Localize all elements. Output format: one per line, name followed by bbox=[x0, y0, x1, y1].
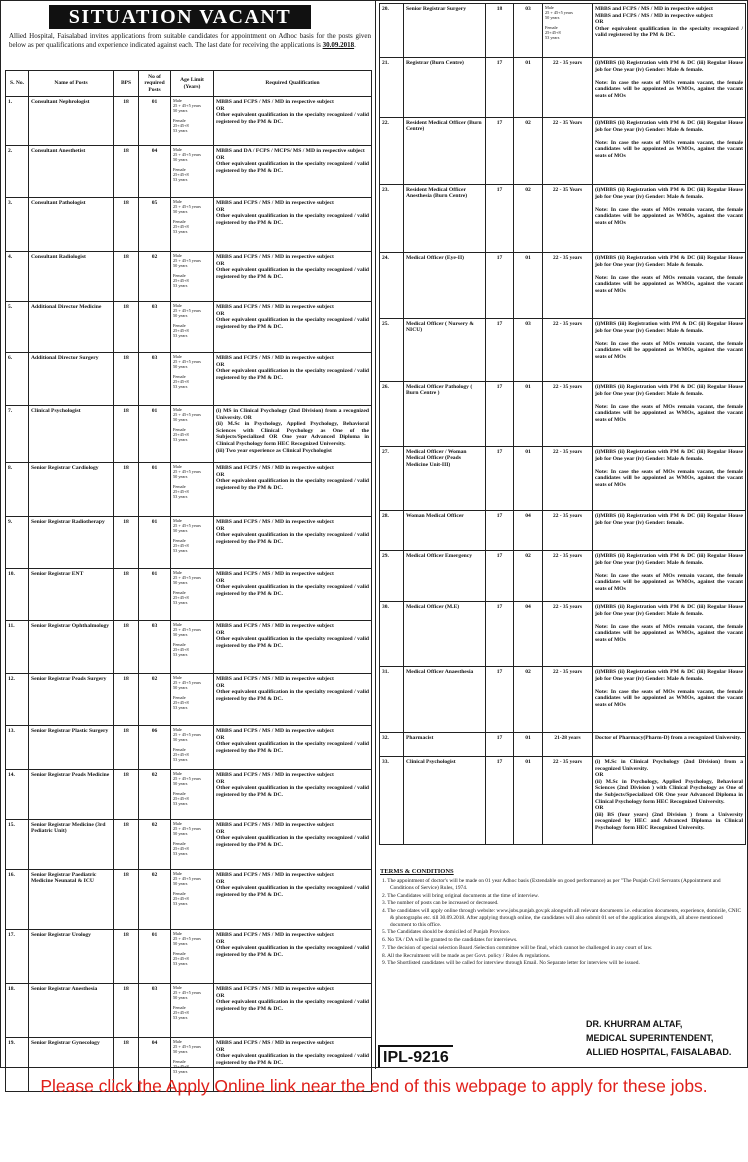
bps-grade: 17 bbox=[486, 185, 514, 253]
posts-count: 01 bbox=[514, 253, 543, 319]
age-limit: Male 25 + 45+5 years 50 years Female 25+45+8 53 years bbox=[171, 517, 214, 569]
post-name: Medical Officer Pathology ( Burn Centre ) bbox=[404, 382, 486, 447]
row-number: 6. bbox=[6, 353, 29, 406]
right-table-body bbox=[380, 4, 746, 845]
table-row bbox=[380, 58, 746, 118]
qualification: (i)MBBS (ii) Registration with PM & DC (iii) Regular House job for One year (iv) Gender: Male & female. Note: In case the seats of MOs remain vacant, the female candidates will be appointed as WMOs, against the vacant seats of MOs bbox=[593, 253, 746, 319]
qualification: (i) M.Sc in Clinical Psychology (2nd Division) from a recognized University. OR (ii) M.Sc in Psychology, Applied Psychology, Behavioral Sciences (2nd Division ) with Clinical Psychology as One of the Subjects/Specialized OR One year Advanced Diploma in Clinical Psychology form HEC Recognized University. OR (iii) BS (four years) (2nd Division ) from a University recognized by HEC and Advanced Diploma in Clinical Psychology form HEC Recognized University. bbox=[593, 757, 746, 845]
row-number: 13. bbox=[6, 726, 29, 770]
signatory-name: DR. KHURRAM ALTAF, bbox=[586, 1019, 683, 1029]
qualification: MBBS and FCPS / MS / MD in respective subject OR Other equivalent qualification in the specialty recognized / valid registered by the PM & DC. bbox=[214, 198, 372, 252]
row-number: 11. bbox=[6, 621, 29, 674]
table-row bbox=[6, 930, 372, 984]
table-row bbox=[6, 621, 372, 674]
age-limit: 22 - 35 years bbox=[543, 667, 593, 733]
table-row bbox=[380, 757, 746, 845]
post-name: Senior Registrar Gynecology bbox=[29, 1038, 114, 1092]
post-name: Senior Registrar Medicine (3rd Pediatric Unit) bbox=[29, 820, 114, 870]
bps-grade: 17 bbox=[486, 733, 514, 757]
post-name: Medical Officer (M.E) bbox=[404, 602, 486, 667]
table-row bbox=[6, 97, 372, 146]
apply-online-notice: Please click the Apply Online link near the end of this webpage to apply for these jobs. bbox=[40, 1076, 708, 1096]
posts-count: 01 bbox=[139, 930, 171, 984]
header-qual: Required Qualification bbox=[214, 71, 372, 97]
post-name: Senior Registrar Surgery bbox=[404, 4, 486, 58]
posts-count: 03 bbox=[139, 984, 171, 1038]
terms-heading: TERMS & CONDITIONS bbox=[380, 868, 454, 875]
row-number: 14. bbox=[6, 770, 29, 820]
qualification: MBBS and FCPS / MS / MD in respective subject MBBS and FCPS / MS / MD in respective subject OR Other equivalent qualification in the specialty recognized / valid registered by the PM & DC. bbox=[593, 4, 746, 58]
table-row bbox=[6, 726, 372, 770]
row-number: 16. bbox=[6, 870, 29, 930]
age-limit: Male 25 + 45+5 years 50 years Female 25+45+8 53 years bbox=[171, 870, 214, 930]
posts-count: 01 bbox=[514, 757, 543, 845]
age-limit: Male 25 + 45+5 years 50 years Female 25+45+8 53 years bbox=[171, 726, 214, 770]
bps-grade: 18 bbox=[114, 621, 139, 674]
bps-grade: 18 bbox=[114, 1038, 139, 1092]
bps-grade: 18 bbox=[114, 870, 139, 930]
row-number: 28. bbox=[380, 511, 404, 551]
qualification: MBBS and FCPS / MS / MD in respective subject OR Other equivalent qualification in the specialty recognized / valid registered by the PM & DC. bbox=[214, 569, 372, 621]
qualification: MBBS and FCPS / MS / MD in respective subject OR Other equivalent qualification in the specialty recognized / valid registered by the PM & DC. bbox=[214, 517, 372, 569]
bps-grade: 17 bbox=[486, 757, 514, 845]
posts-table-left bbox=[5, 70, 372, 1092]
row-number: 20. bbox=[380, 4, 404, 58]
table-row bbox=[6, 353, 372, 406]
post-name: Medical Officer (Eye-II) bbox=[404, 253, 486, 319]
header-post: Name of Posts bbox=[29, 71, 114, 97]
bps-grade: 17 bbox=[486, 382, 514, 447]
table-row bbox=[380, 447, 746, 511]
age-limit: 22 - 35 years bbox=[543, 382, 593, 447]
row-number: 31. bbox=[380, 667, 404, 733]
age-limit: 22 - 35 years bbox=[543, 757, 593, 845]
age-limit: Male 25 + 45+5 years 50 years Female 25+45+8 53 years bbox=[171, 252, 214, 302]
table-row bbox=[380, 118, 746, 185]
posts-count: 06 bbox=[139, 726, 171, 770]
age-limit: Male 25 + 45+5 years 50 years Female 25+45+8 53 years bbox=[171, 984, 214, 1038]
table-row bbox=[6, 146, 372, 198]
posts-count: 05 bbox=[139, 198, 171, 252]
row-number: 5. bbox=[6, 302, 29, 353]
post-name: Senior Registrar ENT bbox=[29, 569, 114, 621]
post-name: Consultant Anesthetist bbox=[29, 146, 114, 198]
posts-count: 04 bbox=[139, 1038, 171, 1092]
row-number: 22. bbox=[380, 118, 404, 185]
row-number: 21. bbox=[380, 58, 404, 118]
row-number: 27. bbox=[380, 447, 404, 511]
post-name: Pharmacist bbox=[404, 733, 486, 757]
age-limit: Male 25 + 45+5 years 50 years Female 25+45+8 53 years bbox=[171, 930, 214, 984]
posts-count: 03 bbox=[514, 4, 543, 58]
qualification: (i)MBBS (ii) Registration with PM & DC (iii) Regular House job for One year (iv) Gender: Male & female. Note: In case the seats of MOs remain vacant, the female candidates will be appointed as WMOs, against the vacant seats of MOs bbox=[593, 551, 746, 602]
row-number: 19. bbox=[6, 1038, 29, 1092]
table-row bbox=[6, 463, 372, 517]
signature-block bbox=[586, 1018, 746, 1060]
row-number: 25. bbox=[380, 319, 404, 382]
table-row bbox=[6, 820, 372, 870]
posts-count: 02 bbox=[514, 551, 543, 602]
terms-section bbox=[380, 868, 744, 968]
qualification: (i)MBBS (ii) Registration with PM & DC (iii) Regular House job for One year (iv) Gender: Male & female. Note: In case the seats of MOs remain vacant, the female candidates will be appointed as WMOs, against the vacant seats of MOs bbox=[593, 602, 746, 667]
age-limit: Male 25 + 45+5 years 50 years Female 25+45+8 53 years bbox=[171, 569, 214, 621]
age-limit: Male 25 + 45+5 years 50 years Female 25+45+8 53 years bbox=[171, 406, 214, 463]
qualification: MBBS and DA / FCPS / MCPS/ MS / MD in respective subject OR Other equivalent qualification in the specialty recognized / valid registered by the PM & DC. bbox=[214, 146, 372, 198]
term-item: 4. The candidates will apply online through website: www.jobs.punjab.gov.pk alongwith all relevant documents i.e. education documents, experience, domicile, CNIC & photographs etc. till 30.09.2018. After applying through online, the candidates will also submit 01 set of the application alongwith, all above mentioned document to this office. bbox=[382, 908, 742, 928]
qualification: MBBS and FCPS / MS / MD in respective subject OR Other equivalent qualification in the specialty recognized / valid registered by the PM & DC. bbox=[214, 820, 372, 870]
row-number: 9. bbox=[6, 517, 29, 569]
row-number: 3. bbox=[6, 198, 29, 252]
post-name: Consultant Nephrologist bbox=[29, 97, 114, 146]
bps-grade: 17 bbox=[486, 551, 514, 602]
posts-count: 03 bbox=[139, 302, 171, 353]
qualification: (i)MBBS (ii) Registration with PM & DC (iii) Regular House job for One year (iv) Gender: female. bbox=[593, 511, 746, 551]
qualification: MBBS and FCPS / MS / MD in respective subject OR Other equivalent qualification in the specialty recognized / valid registered by the PM & DC. bbox=[214, 870, 372, 930]
table-row bbox=[380, 551, 746, 602]
row-number: 1. bbox=[6, 97, 29, 146]
post-name: Woman Medical Officer bbox=[404, 511, 486, 551]
posts-count: 02 bbox=[139, 770, 171, 820]
row-number: 2. bbox=[6, 146, 29, 198]
table-row bbox=[380, 319, 746, 382]
signatory-designation: MEDICAL SUPERINTENDENT, bbox=[586, 1032, 714, 1043]
qualification: MBBS and FCPS / MS / MD in respective subject OR Other equivalent qualification in the specialty recognized / valid registered by the PM & DC. bbox=[214, 621, 372, 674]
age-limit: 22 - 35 years bbox=[543, 511, 593, 551]
bps-grade: 18 bbox=[114, 302, 139, 353]
age-limit: 22 - 35 years bbox=[543, 551, 593, 602]
posts-count: 04 bbox=[514, 511, 543, 551]
table-row bbox=[6, 569, 372, 621]
bps-grade: 17 bbox=[486, 667, 514, 733]
age-limit: 22 - 35 years bbox=[543, 253, 593, 319]
post-name: Senior Registrar Peads Surgery bbox=[29, 674, 114, 726]
table-row bbox=[380, 602, 746, 667]
bps-grade: 18 bbox=[114, 674, 139, 726]
bps-grade: 18 bbox=[114, 97, 139, 146]
qualification: (i)MBBS (ii) Registration with PM & DC (iii) Regular House job for One year (iv) Gender: Male & female. Note: In case the seats of MOs remain vacant, the female candidates will be appointed as WMOs, against the vacant seats of MOs bbox=[593, 382, 746, 447]
qualification: MBBS and FCPS / MS / MD in respective subject OR Other equivalent qualification in the specialty recognized / valid registered by the PM & DC. bbox=[214, 97, 372, 146]
row-number: 30. bbox=[380, 602, 404, 667]
bps-grade: 18 bbox=[114, 463, 139, 517]
intro-text: Allied Hospital, Faisalabad invites applications from suitable candidates for appointment on Adhoc basis for the posts given below as per qualifications and experience indicated against each. The last date for receiving the applications is bbox=[9, 32, 371, 49]
posts-count: 01 bbox=[139, 463, 171, 517]
left-table-body bbox=[6, 97, 372, 1092]
age-limit: Male 25 + 45+5 years 50 years Female 25+45+8 53 years bbox=[171, 146, 214, 198]
intro-paragraph: Allied Hospital, Faisalabad invites applications from suitable candidates for appointment on Adhoc basis for the posts given below as per qualifications and experience indicated against each. The last date for receiving the applications is 30.09.2018. bbox=[9, 32, 371, 49]
row-number: 4. bbox=[6, 252, 29, 302]
bps-grade: 18 bbox=[114, 198, 139, 252]
bps-grade: 18 bbox=[114, 770, 139, 820]
table-row bbox=[380, 4, 746, 58]
table-row bbox=[6, 198, 372, 252]
bps-grade: 17 bbox=[486, 319, 514, 382]
table-row bbox=[380, 511, 746, 551]
qualification: (i)MBBS (ii) Registration with PM & DC (iii) Regular House job for One year (iv) Gender: Male & female. Note: In case the seats of MOs remain vacant, the female candidates will be appointed as WMOs, against the vacant seats of MOs bbox=[593, 118, 746, 185]
bps-grade: 18 bbox=[114, 569, 139, 621]
bps-grade: 18 bbox=[114, 353, 139, 406]
term-item: 5. The Candidates should be domiciled of Punjab Province. bbox=[382, 929, 511, 936]
post-name: Senior Registrar Anesthesia bbox=[29, 984, 114, 1038]
posts-table-right bbox=[379, 3, 746, 845]
table-row bbox=[6, 252, 372, 302]
term-item: 7. The decision of special selection Board /Selection committee will be final, which cannot be challenged in any court of law. bbox=[382, 944, 653, 951]
post-name: Additional Director Medicine bbox=[29, 302, 114, 353]
bps-grade: 17 bbox=[486, 118, 514, 185]
bps-grade: 18 bbox=[114, 252, 139, 302]
table-row bbox=[380, 382, 746, 447]
post-name: Registrar (Burn Centre) bbox=[404, 58, 486, 118]
post-name: Senior Registrar Plastic Surgery bbox=[29, 726, 114, 770]
age-limit: 22 - 35 years bbox=[543, 447, 593, 511]
posts-count: 01 bbox=[514, 58, 543, 118]
qualification: MBBS and FCPS / MS / MD in respective subject OR Other equivalent qualification in the specialty recognized / valid registered by the PM & DC. bbox=[214, 252, 372, 302]
term-item: 3. The number of posts can be increased or decreased. bbox=[382, 900, 499, 907]
posts-count: 01 bbox=[139, 569, 171, 621]
post-name: Additional Director Surgery bbox=[29, 353, 114, 406]
age-limit: 22 - 35 years bbox=[543, 58, 593, 118]
bps-grade: 18 bbox=[114, 406, 139, 463]
table-row bbox=[6, 870, 372, 930]
qualification: (i) MS in Clinical Psychology (2nd Division) from a recognized University. OR (ii) M.Sc in Psychology, Applied Psychology, Behavioral Sciences with Clinical Psychology as One of the Subjects/Specialized OR One year Advanced Diploma in Clinical Psychology form HEC Recognized University. (iii) Two year experience as Clinical Psychologist bbox=[214, 406, 372, 463]
age-limit: 21-28 years bbox=[543, 733, 593, 757]
post-name: Resident Medical Officer (Burn Centre) bbox=[404, 118, 486, 185]
row-number: 32. bbox=[380, 733, 404, 757]
term-item: 2. The Candidates will bring original documents at the time of interview. bbox=[382, 892, 539, 899]
qualification: MBBS and FCPS / MS / MD in respective subject OR Other equivalent qualification in the specialty recognized / valid registered by the PM & DC. bbox=[214, 984, 372, 1038]
posts-count: 02 bbox=[514, 185, 543, 253]
age-limit: 22 - 35 Years bbox=[543, 118, 593, 185]
qualification: MBBS and FCPS / MS / MD in respective subject OR Other equivalent qualification in the specialty recognized / valid registered by the PM & DC. bbox=[214, 1038, 372, 1092]
bps-grade: 18 bbox=[486, 4, 514, 58]
post-name: Senior Registrar Paediatric Medicine Neunatal & ICU bbox=[29, 870, 114, 930]
header-age: Age Limit (Years) bbox=[171, 71, 214, 97]
table-row bbox=[380, 253, 746, 319]
ad-title: SITUATION VACANT bbox=[49, 5, 311, 29]
post-name: Clinical Psychologist bbox=[404, 757, 486, 845]
posts-count: 01 bbox=[514, 733, 543, 757]
posts-count: 02 bbox=[139, 870, 171, 930]
table-row bbox=[380, 185, 746, 253]
header-bps: BPS bbox=[114, 71, 139, 97]
post-name: Medical Officer / Woman Medical Officer (Peads Medicine Unit-III) bbox=[404, 447, 486, 511]
reference-number: IPL-9216 bbox=[378, 1045, 453, 1067]
row-number: 23. bbox=[380, 185, 404, 253]
post-name: Senior Registrar Ophthalmology bbox=[29, 621, 114, 674]
post-name: Senior Registrar Urology bbox=[29, 930, 114, 984]
table-row bbox=[380, 733, 746, 757]
post-name: Clinical Psychologist bbox=[29, 406, 114, 463]
table-row bbox=[6, 674, 372, 726]
age-limit: 22 - 35 Years bbox=[543, 185, 593, 253]
bps-grade: 17 bbox=[486, 58, 514, 118]
table-row bbox=[6, 406, 372, 463]
post-name: Senior Registrar Peads Medicine bbox=[29, 770, 114, 820]
row-number: 15. bbox=[6, 820, 29, 870]
post-name: Medical Officer Emergency bbox=[404, 551, 486, 602]
post-name: Senior Registrar Radiotherapy bbox=[29, 517, 114, 569]
row-number: 8. bbox=[6, 463, 29, 517]
row-number: 10. bbox=[6, 569, 29, 621]
age-limit: Male 25 + 45+5 years 50 years Female 25+45+8 53 years bbox=[171, 770, 214, 820]
qualification: MBBS and FCPS / MS / MD in respective subject OR Other equivalent qualification in the specialty recognized / valid registered by the PM & DC. bbox=[214, 463, 372, 517]
bps-grade: 17 bbox=[486, 447, 514, 511]
row-number: 24. bbox=[380, 253, 404, 319]
header-sno: S. No. bbox=[6, 71, 29, 97]
signatory-organization: ALLIED HOSPITAL, FAISALABAD. bbox=[586, 1046, 732, 1057]
post-name: Senior Registrar Cardiology bbox=[29, 463, 114, 517]
term-item: 6. No TA / DA will be granted to the candidates for interviews. bbox=[382, 937, 518, 944]
qualification: MBBS and FCPS / MS / MD in respective subject OR Other equivalent qualification in the specialty recognized / valid registered by the PM & DC. bbox=[214, 353, 372, 406]
post-name: Medical Officer ( Nursery & NICU) bbox=[404, 319, 486, 382]
age-limit: Male 25 + 45+5 years 50 years Female 25+45+8 53 years bbox=[171, 302, 214, 353]
table-row bbox=[6, 984, 372, 1038]
table-row bbox=[380, 667, 746, 733]
row-number: 17. bbox=[6, 930, 29, 984]
posts-count: 01 bbox=[139, 406, 171, 463]
qualification: MBBS and FCPS / MS / MD in respective subject OR Other equivalent qualification in the specialty recognized / valid registered by the PM & DC. bbox=[214, 770, 372, 820]
qualification: (i)MBBS (ii) Registration with PM & DC (iii) Regular House job for One year (iv) Gender: Male & female. Note: In case the seats of MOs remain vacant, the female candidates will be appointed as WMOs, against the vacant seats of MOs bbox=[593, 58, 746, 118]
qualification: Doctor of Pharmacy(Pharm-D) from a recognized University. bbox=[593, 733, 746, 757]
qualification: MBBS and FCPS / MS / MD in respective subject OR Other equivalent qualification in the specialty recognized / valid registered by the PM & DC. bbox=[214, 726, 372, 770]
qualification: MBBS and FCPS / MS / MD in respective subject OR Other equivalent qualification in the specialty recognized / valid registered by the PM & DC. bbox=[214, 302, 372, 353]
terms-list bbox=[380, 878, 744, 967]
posts-count: 01 bbox=[139, 97, 171, 146]
age-limit: Male 25 + 45+5 years 50 years Female 25+45+8 53 years bbox=[171, 674, 214, 726]
post-name: Consultant Radiologist bbox=[29, 252, 114, 302]
posts-count: 04 bbox=[514, 602, 543, 667]
age-limit: Male 25 + 45+5 years 50 years Female 25+45+8 53 years bbox=[171, 1038, 214, 1092]
posts-count: 01 bbox=[514, 382, 543, 447]
row-number: 33. bbox=[380, 757, 404, 845]
age-limit: 22 - 35 years bbox=[543, 319, 593, 382]
posts-count: 02 bbox=[514, 118, 543, 185]
table-row bbox=[6, 302, 372, 353]
qualification: MBBS and FCPS / MS / MD in respective subject OR Other equivalent qualification in the specialty recognized / valid registered by the PM & DC. bbox=[214, 930, 372, 984]
bps-grade: 17 bbox=[486, 253, 514, 319]
age-limit: Male 25 + 45+5 years 50 years Female 25+45+8 53 years bbox=[171, 353, 214, 406]
posts-count: 02 bbox=[139, 820, 171, 870]
table-header-row bbox=[6, 71, 372, 97]
bps-grade: 18 bbox=[114, 984, 139, 1038]
posts-count: 01 bbox=[139, 517, 171, 569]
post-name: Medical Officer Anaesthesia bbox=[404, 667, 486, 733]
posts-count: 03 bbox=[514, 319, 543, 382]
post-name: Resident Medical Officer Anesthesia (Burn Centre) bbox=[404, 185, 486, 253]
term-item: 9. The Shortlisted candidates will be called for interview through Email. No Separate letter for interview will be issued. bbox=[382, 960, 640, 967]
posts-count: 02 bbox=[139, 252, 171, 302]
age-limit: Male 25 + 45+5 years 50 years Female 25+45+8 53 years bbox=[171, 198, 214, 252]
posts-count: 01 bbox=[514, 447, 543, 511]
last-date: 30.09.2018 bbox=[322, 40, 355, 49]
post-name: Consultant Pathologist bbox=[29, 198, 114, 252]
row-number: 29. bbox=[380, 551, 404, 602]
table-row bbox=[6, 770, 372, 820]
posts-count: 04 bbox=[139, 146, 171, 198]
row-number: 12. bbox=[6, 674, 29, 726]
bps-grade: 18 bbox=[114, 820, 139, 870]
age-limit: Male 25 + 45+5 years 50 years Female 25+45+8 53 years bbox=[171, 820, 214, 870]
age-limit: Male 25 + 45+5 years 50 years Female 25+45+8 53 years bbox=[171, 621, 214, 674]
age-limit: Male 25 + 45+5 years 50 years Female 25+45+8 53 years bbox=[171, 97, 214, 146]
age-limit: 22 - 35 years bbox=[543, 602, 593, 667]
header-num: No of required Posts bbox=[139, 71, 171, 97]
qualification: MBBS and FCPS / MS / MD in respective subject OR Other equivalent qualification in the specialty recognized / valid registered by the PM & DC. bbox=[214, 674, 372, 726]
qualification: (i)MBBS (ii) Registration with PM & DC (iii) Regular House job for One year (iv) Gender: Male & female. Note: In case the seats of MOs remain vacant, the female candidates will be appointed as WMOs, against the vacant seats of MOs bbox=[593, 447, 746, 511]
row-number: 18. bbox=[6, 984, 29, 1038]
column-divider bbox=[375, 1, 376, 1069]
term-item: 1. The appointment of doctor's will be made on 01 year Adhoc basis (Extendable on good performance) as per "The Punjab Civil Servants (Appointment and Conditions of Service) Rules, 1974. bbox=[382, 878, 721, 891]
bps-grade: 18 bbox=[114, 726, 139, 770]
qualification: (i)MBBS (iii) Registration with PM & DC (ii) Regular House job for One year (iv) Gender: Male & female. Note: In case the seats of MOs remain vacant, the female candidates will be appointed as WMOs, against the vacant seats of MOs bbox=[593, 319, 746, 382]
table-row bbox=[6, 517, 372, 569]
bps-grade: 18 bbox=[114, 930, 139, 984]
posts-count: 02 bbox=[514, 667, 543, 733]
bps-grade: 18 bbox=[114, 146, 139, 198]
qualification: (i)MBBS (ii) Registration with PM & DC (iii) Regular House job for One year (iv) Gender: Male & female. Note: In case the seats of MOs remain vacant, the female candidates will be appointed as WMOs, against the vacant seats of MOs bbox=[593, 185, 746, 253]
term-item: 8. All the Recruitment will be made as per Govt. policy / Rules & regulations. bbox=[382, 952, 551, 959]
bps-grade: 17 bbox=[486, 602, 514, 667]
posts-count: 03 bbox=[139, 621, 171, 674]
age-limit: Male 25 + 45+5 years 50 years Female 25+45+8 53 years bbox=[543, 4, 593, 58]
bps-grade: 18 bbox=[114, 517, 139, 569]
qualification: (i)MBBS (ii) Registration with PM & DC (iii) Regular House job for One year (iv) Gender: Male & female. Note: In case the seats of MOs remain vacant, the female candidates will be appointed as WMOs, against the vacant seats of MOs bbox=[593, 667, 746, 733]
posts-count: 03 bbox=[139, 353, 171, 406]
row-number: 26. bbox=[380, 382, 404, 447]
posts-count: 02 bbox=[139, 674, 171, 726]
row-number: 7. bbox=[6, 406, 29, 463]
bps-grade: 17 bbox=[486, 511, 514, 551]
age-limit: Male 25 + 45+5 years 50 years Female 25+45+8 53 years bbox=[171, 463, 214, 517]
